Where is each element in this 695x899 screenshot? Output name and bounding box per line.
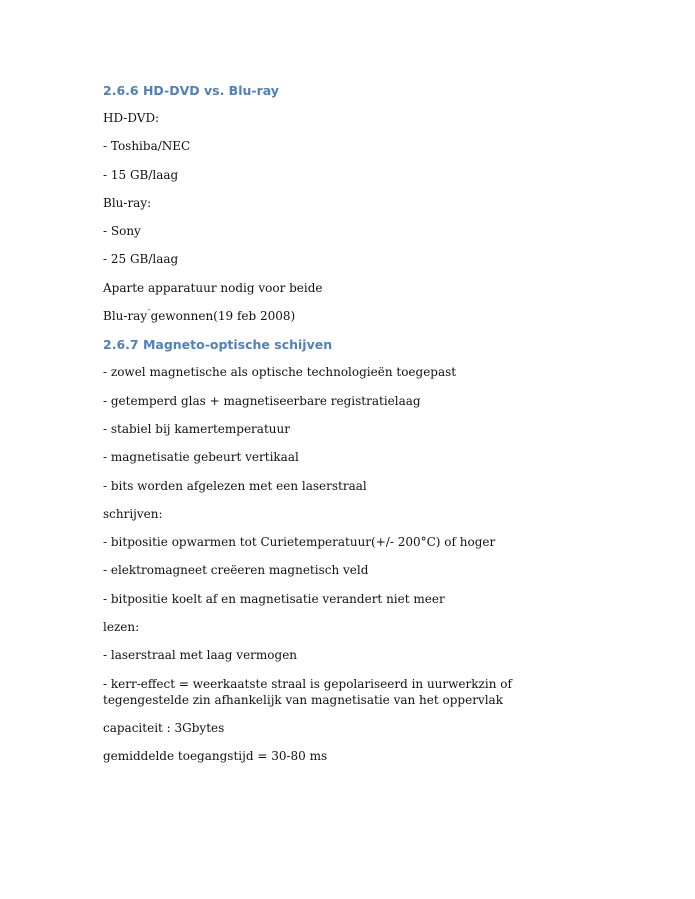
line-writing-label: schrijven:	[103, 506, 163, 521]
line-tempered-glass: - getemperd glas + magnetiseerbare registratielaag	[103, 393, 421, 408]
line-capacity: capaciteit : 3Gbytes	[103, 720, 225, 735]
line-access-time: gemiddelde toegangstijd = 30-80 ms	[103, 749, 328, 764]
line-bits-read-by-laser: - bits worden afgelezen met een laserstraal	[103, 478, 367, 493]
line-heat-to-curie: - bitpositie opwarmen tot Curietemperatuur(+/- 200°C) of hoger	[103, 535, 496, 550]
line-magnetic-and-optical: - zowel magnetische als optische technologieën toegepast	[103, 365, 457, 380]
winner-mark: ¨	[147, 309, 151, 318]
winner-suffix: gewonnen(19 feb 2008)	[150, 309, 296, 324]
line-blu-ray-capacity: - 25 GB/laag	[103, 252, 179, 267]
section-heading-magneto-optical-disks: 2.6.7 Magneto-optische schijven	[103, 337, 333, 353]
line-toshiba-nec: - Toshiba/NEC	[103, 139, 191, 154]
line-kerr-effect: - kerr-effect = weerkaatste straal is gepolariseerd in uurwerkzin of tegengestelde zin afhankelijk van magnetisatie van het oppervlak	[103, 676, 512, 707]
line-low-power-laser: - laserstraal met laag vermogen	[103, 648, 298, 663]
section-heading-hd-dvd-vs-blu-ray: 2.6.6 HD-DVD vs. Blu-ray	[103, 83, 279, 98]
line-separate-equipment: Aparte apparatuur nodig voor beide	[103, 280, 323, 295]
line-hd-dvd-capacity: - 15 GB/laag	[103, 167, 179, 182]
line-stable-room-temperature: - stabiel bij kamertemperatuur	[103, 421, 290, 436]
line-sony: - Sony	[103, 224, 141, 239]
winner-prefix: Blu-ray	[103, 309, 148, 324]
line-hd-dvd-label: HD-DVD:	[103, 111, 160, 125]
line-vertical-magnetization: - magnetisatie gebeurt vertikaal	[103, 450, 299, 465]
line-blu-ray-label: Blu-ray:	[103, 195, 152, 210]
document-page	[103, 82, 573, 777]
line-electromagnet-field: - elektromagneet creëeren magnetisch veld	[103, 563, 369, 578]
line-cools-down: - bitpositie koelt af en magnetisatie verandert niet meer	[103, 591, 445, 606]
line-reading-label: lezen:	[103, 620, 140, 635]
line-blu-ray-won	[103, 308, 573, 324]
